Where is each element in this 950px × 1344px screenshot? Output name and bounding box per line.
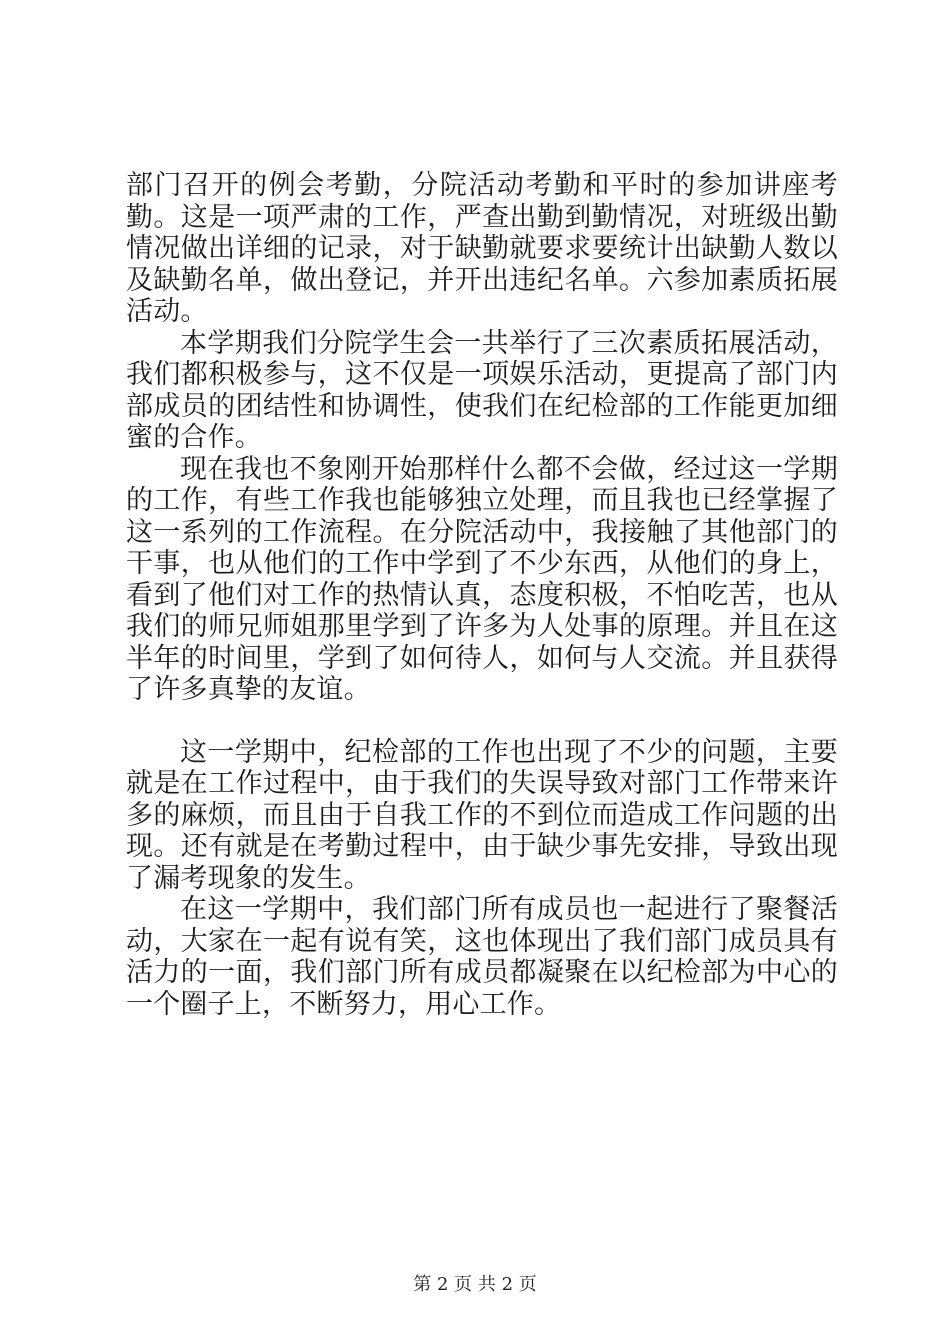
paragraph-team-dinner: 在这一学期中，我们部门所有成员也一起进行了聚餐活动，大家在一起有说有笑，这也体现出了我们部门成员具有活力的一面，我们部门所有成员都凝聚在以纪检部为中心的一个圈子上，不断努力，用心工作。 (126, 894, 838, 1020)
paragraph-problems: 这一学期中，纪检部的工作也出现了不少的问题，主要就是在工作过程中，由于我们的失误导致对部门工作带来许多的麻烦，而且由于自我工作的不到位而造成工作问题的出现。还有就是在考勤过程中，由于缺少事先安排，导致出现了漏考现象的发生。 (126, 736, 838, 894)
document-body (126, 170, 838, 1020)
paragraph-personal-growth: 现在我也不象刚开始那样什么都不会做，经过这一学期的工作，有些工作我也能够独立处理，而且我也已经掌握了这一系列的工作流程。在分院活动中，我接触了其他部门的干事，也从他们的工作中学到了不少东西，从他们的身上，看到了他们对工作的热情认真，态度积极，不怕吃苦，也从我们的师兄师姐那里学到了许多为人处事的原理。并且在这半年的时间里，学到了如何待人，如何与人交流。并且获得了许多真挚的友谊。 (126, 453, 838, 705)
paragraph-outreach-activities: 本学期我们分院学生会一共举行了三次素质拓展活动，我们都积极参与，这不仅是一项娱乐活动，更提高了部门内部成员的团结性和协调性，使我们在纪检部的工作能更加细蜜的合作。 (126, 327, 838, 453)
page-number-footer: 第 2 页 共 2 页 (413, 1274, 537, 1295)
paragraph-attendance: 部门召开的例会考勤，分院活动考勤和平时的参加讲座考勤。这是一项严肃的工作，严查出勤到勤情况，对班级出勤情况做出详细的记录，对于缺勤就要求要统计出缺勤人数以及缺勤名单，做出登记，并开出违纪名单。六参加素质拓展活动。 (126, 170, 838, 327)
